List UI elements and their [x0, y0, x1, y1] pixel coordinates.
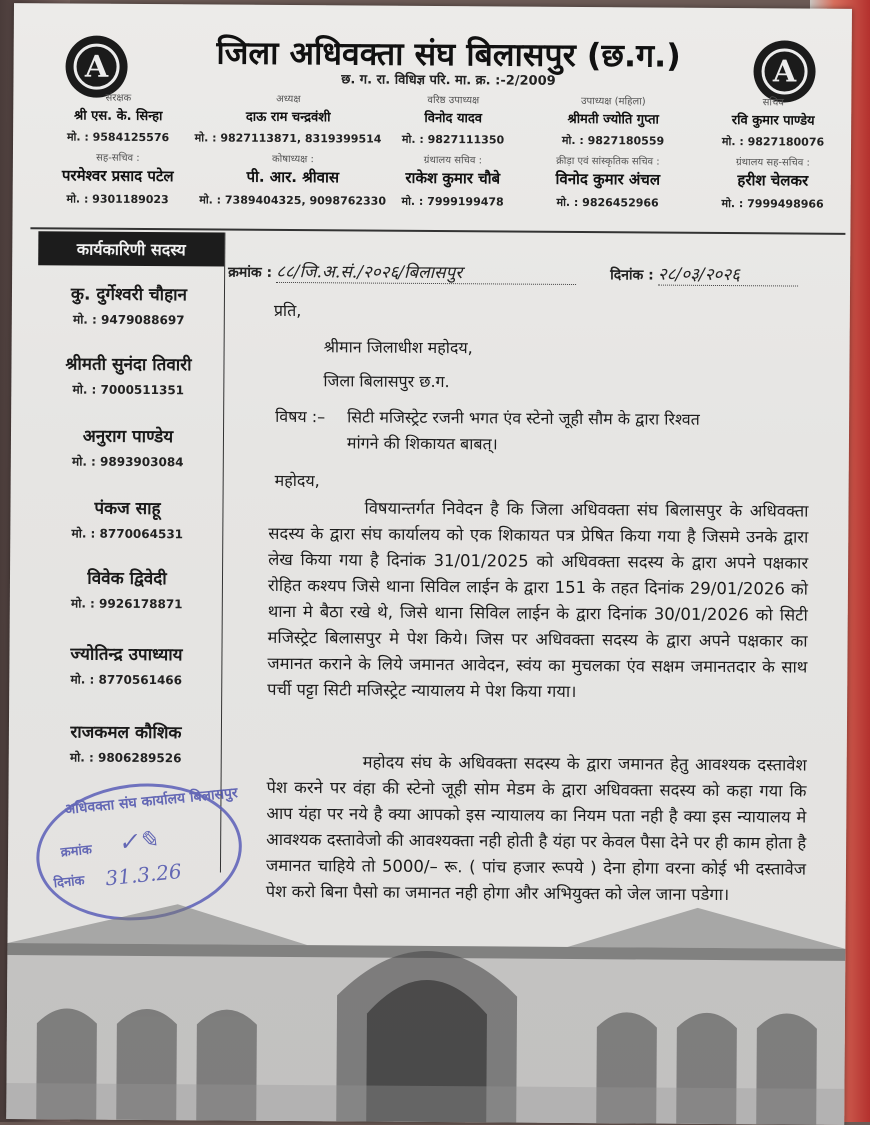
office-stamp: अधिवक्ता संघ कार्यालय बिलासपुर क्रमांक दिनांक ✓✎ 31.3.26	[30, 774, 248, 929]
member-item: पंकज साहू मो. : 8770064531	[71, 498, 184, 542]
office-bearer: ग्रंथालय सह-सचिव : हरीश चेलकर मो. : 7999498966	[721, 157, 824, 211]
body-paragraph: विषयान्तर्गत निवेदन है कि जिला अधिवक्ता संघ बिलासपुर के अधिवक्ता सदस्य के द्वारा संघ कार्यालय को एक शिकायत पत्र प्रेषित किया गया है जिसमे उनके द्वारा लेख किया गया है दिनांक 31/01/2025 को अधिवक्ता सदस्य के द्वारा अपने पक्षकार रोहित कश्यप जिसे थाना सिविल लाईन के द्वारा 151 के तहत दिनांक 29/01/2026 को थाना मे बैठा रखे थे, जिसे थाना सिविल लाईन के द्वारा दिनांक 30/01/2026 को सिटी मजिस्ट्रेट बिलासपुर मे पेश किये। जिस पर अधिवक्ता सदस्य के द्वारा अपने पक्षकार का जमानत कराने के लिये जमानत आवेदन, स्वंय का मुचलका एंव सक्षम जमानतदार के साथ पर्ची पट्टा सिटी मजिस्ट्रेट न्यायालय मे पेश किया गया।	[267, 498, 809, 702]
office-bearer: अध्यक्ष दाऊ राम चन्द्रवंशी मो. : 9827113871, 8319399514	[194, 93, 382, 146]
court-building-watermark	[6, 883, 846, 1125]
reference-number: क्रमांक : ८८/जि.अ.सं./२०२६/बिलासपुर	[228, 259, 576, 285]
advocate-emblem-icon: A	[753, 40, 815, 102]
member-item: राजकमल कौशिक मो. : 9806289526	[69, 722, 182, 766]
subject-text: मांगने की शिकायत बाबत्।	[346, 433, 498, 454]
executive-members-sidebar	[30, 231, 225, 872]
subject-label: विषय :–	[275, 406, 326, 427]
office-bearer: सह-सचिव : परमेश्वर प्रसाद पटेल मो. : 9301189023	[61, 152, 174, 207]
office-bearer: ग्रंथालय सचिव : राकेश कुमार चौबे मो. : 7999199478	[401, 154, 504, 209]
office-bearer: कोषाध्यक्ष : पी. आर. श्रीवास मो. : 7389404325, 9098762330	[199, 153, 387, 208]
member-item: विवेक द्विवेदी मो. : 9926178871	[71, 568, 183, 612]
subject-text: सिटी मजिस्ट्रेट रजनी भगत एंव स्टेनो जूही सौम के द्वारा रिश्वत	[347, 407, 700, 429]
letter-date: दिनांक : २८/०३/२०२६	[610, 261, 798, 286]
addressee-line: श्रीमान जिलाधीश महोदय,	[323, 337, 473, 358]
member-item: कु. दुर्गेश्वरी चौहान मो. : 9479088697	[70, 284, 188, 328]
salutation-to: प्रति,	[273, 300, 302, 321]
sidebar-heading: कार्यकारिणी सदस्य	[38, 231, 224, 266]
office-bearer: संरक्षक श्री एस. के. सिन्हा मो. : 9584125576	[66, 92, 170, 145]
body-paragraph: महोदय संघ के अधिवक्ता सदस्य के द्वारा जमानत हेतु आवश्यक दस्तावेश पेश करने पर वंहा की स्टेनो जूही सोम मेडम के द्वारा अधिवक्ता सदस्य को कहा गया कि आप यंहा पर नये है क्या आपको इस न्यायालय का नियम पता नही है क्या इस न्यायालय मे आवश्यक दस्तावेजो की आवश्यक्ता नही होती है यंहा पर केवल पैसा देने पर ही काम होता है जमानत चाहिये तो 5000/– रू. ( पांच हजार रूपये ) देना होगा वरना कोई भी दस्तावेज पेश करो बिना पैसो का जमानत नही होगा और अभियुक्त को जेल जाना पडेगा।	[265, 752, 807, 905]
member-item: अनुराग पाण्डेय मो. : 9893903084	[72, 426, 184, 470]
office-bearer: सचिव रवि कुमार पाण्डेय मो. : 9827180076	[721, 97, 825, 149]
greeting: महोदय,	[274, 470, 320, 491]
signature-mark: ✓✎	[116, 825, 160, 857]
member-item: ज्योतिन्द्र उपाध्याय मो. : 8770561466	[70, 644, 183, 688]
addressee-line: जिला बिलासपुर छ.ग.	[323, 371, 450, 392]
registration-number: छ. ग. रा. विधिज्ञ परि. मा. क्र. :-2/2009	[341, 72, 556, 89]
advocate-emblem-icon: A	[65, 35, 127, 97]
member-item: श्रीमती सुनंदा तिवारी मो. : 7000511351	[65, 354, 192, 398]
office-bearer: उपाध्यक्ष (महिला) श्रीमती ज्योति गुप्ता मो. : 9827180559	[561, 96, 665, 148]
association-title: जिला अधिवक्ता संघ बिलासपुर (छ.ग.)	[216, 33, 682, 75]
letterhead-document	[6, 3, 852, 1125]
office-bearer: क्रीड़ा एवं सांस्कृतिक सचिव : विनोद कुमार अंचल मो. : 9826452966	[555, 155, 661, 210]
office-bearer: वरिष्ठ उपाध्यक्ष विनोद यादव मो. : 9827111350	[401, 94, 505, 147]
